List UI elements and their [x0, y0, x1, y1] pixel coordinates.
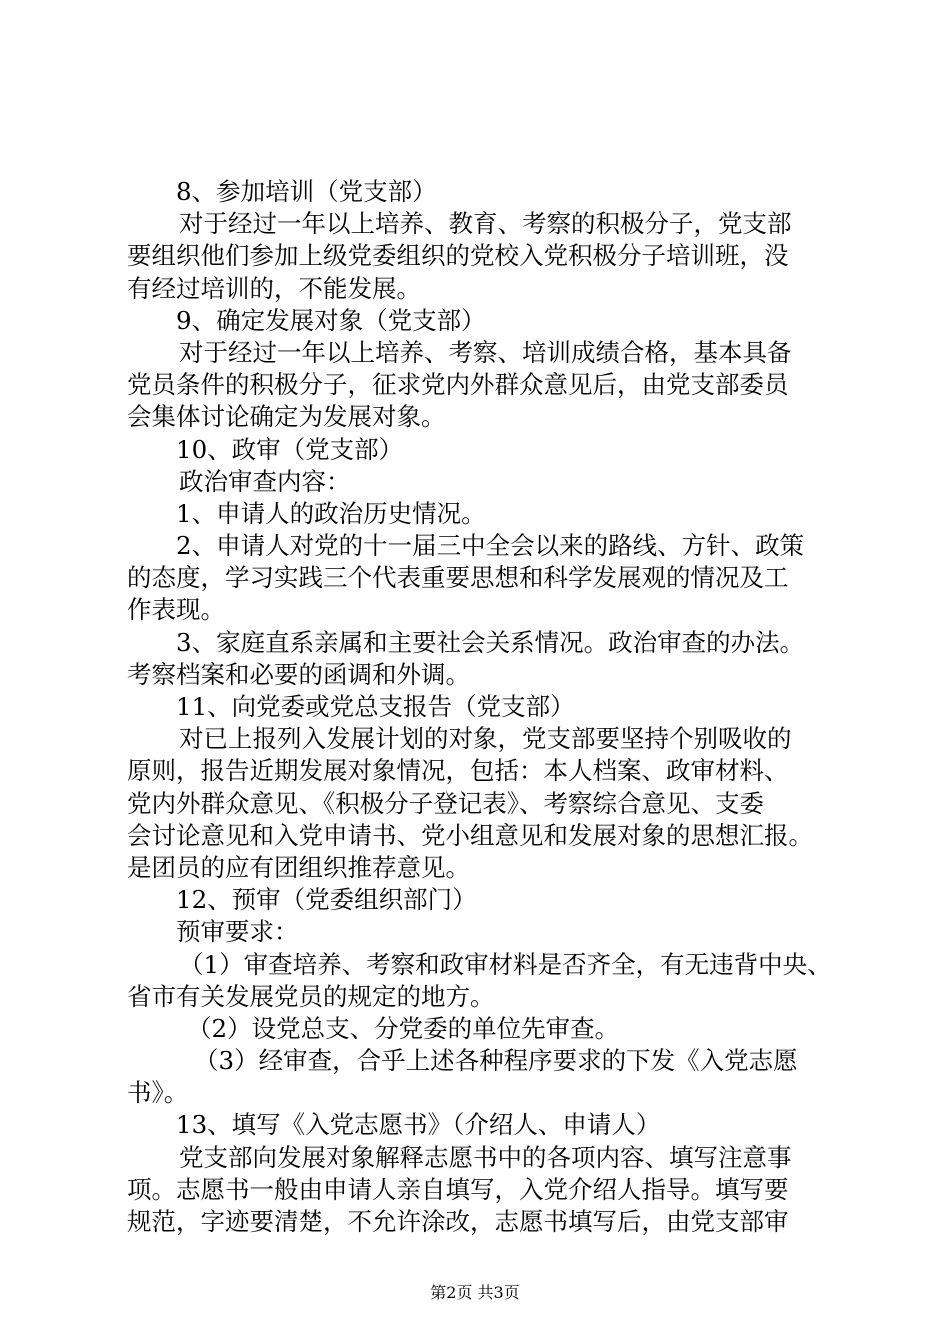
paragraph-line: 1、申请人的政治历史情况。 [176, 498, 486, 528]
paragraph-line: 会集体讨论确定为发展对象。 [127, 402, 446, 432]
paragraph-line: 考察档案和必要的函调和外调。 [127, 659, 470, 689]
paragraph-line: 作表现。 [127, 595, 225, 625]
paragraph-line: 3、家庭直系亲属和主要社会关系情况。政治审查的办法。 [176, 627, 805, 657]
paragraph-line: 政治审查内容： [179, 466, 351, 496]
paragraph-line: 会讨论意见和入党申请书、党小组意见和发展对象的思想汇报。 [127, 820, 813, 850]
paragraph-line: 党员条件的积极分子，征求党内外群众意见后，由党支部委员 [127, 370, 789, 400]
paragraph-line: 党内外群众意见、《积极分子登记表》、考察综合意见、支委 [127, 788, 764, 818]
section-heading: 9、确定发展对象（党支部） [176, 305, 486, 335]
paragraph-line: 有经过培训的，不能发展。 [127, 273, 421, 303]
section-heading: 13、填写《入党志愿书》（介绍人、申请人） [176, 1110, 661, 1140]
page-footer: 第2页 共3页 [430, 1283, 520, 1302]
paragraph-line: 要组织他们参加上级党委组织的党校入党积极分子培训班，没 [127, 241, 789, 271]
paragraph-line: 规范，字迹要清楚，不允许涂改，志愿书填写后，由党支部审 [127, 1207, 789, 1236]
paragraph-line: （1）审查培养、考察和政审材料是否齐全，有无违背中央、 [179, 949, 832, 979]
paragraph-line: 书》。 [127, 1078, 189, 1108]
paragraph-line: 原则，报告近期发展对象情况，包括：本人档案、政审材料、 [127, 756, 789, 786]
section-heading: 10、政审（党支部） [176, 434, 404, 464]
paragraph-line: 2、申请人对党的十一届三中全会以来的路线、方针、政策 [176, 531, 805, 561]
paragraph-line: 对于经过一年以上培养、考察、培训成绩合格，基本具备 [179, 337, 792, 367]
section-heading: 12、预审（党委组织部门） [176, 885, 477, 915]
paragraph-line: 对已上报列入发展计划的对象，党支部要坚持个别吸收的 [179, 724, 792, 754]
paragraph-line: （2）设党总支、分党委的单位先审查。 [187, 1013, 620, 1043]
paragraph-line: 预审要求： [176, 917, 299, 947]
paragraph-line: 是团员的应有团组织推荐意见。 [127, 852, 470, 882]
paragraph-line: 对于经过一年以上培养、教育、考察的积极分子，党支部 [179, 209, 792, 239]
section-heading: 11、向党委或党总支报告（党支部） [176, 692, 575, 721]
paragraph-line: 省市有关发展党员的规定的地方。 [127, 981, 495, 1011]
paragraph-line: 的态度，学习实践三个代表重要思想和科学发展观的情况及工 [127, 563, 789, 593]
body-text [127, 176, 837, 1238]
section-heading: 8、参加培训（党支部） [176, 177, 437, 206]
paragraph-line: 项。志愿书一般由申请人亲自填写，入党介绍人指导。填写要 [127, 1174, 789, 1204]
paragraph-line: （3）经审查，合乎上述各种程序要求的下发《入党志愿 [194, 1046, 798, 1076]
paragraph-line: 党支部向发展对象解释志愿书中的各项内容、填写注意事 [179, 1142, 792, 1172]
